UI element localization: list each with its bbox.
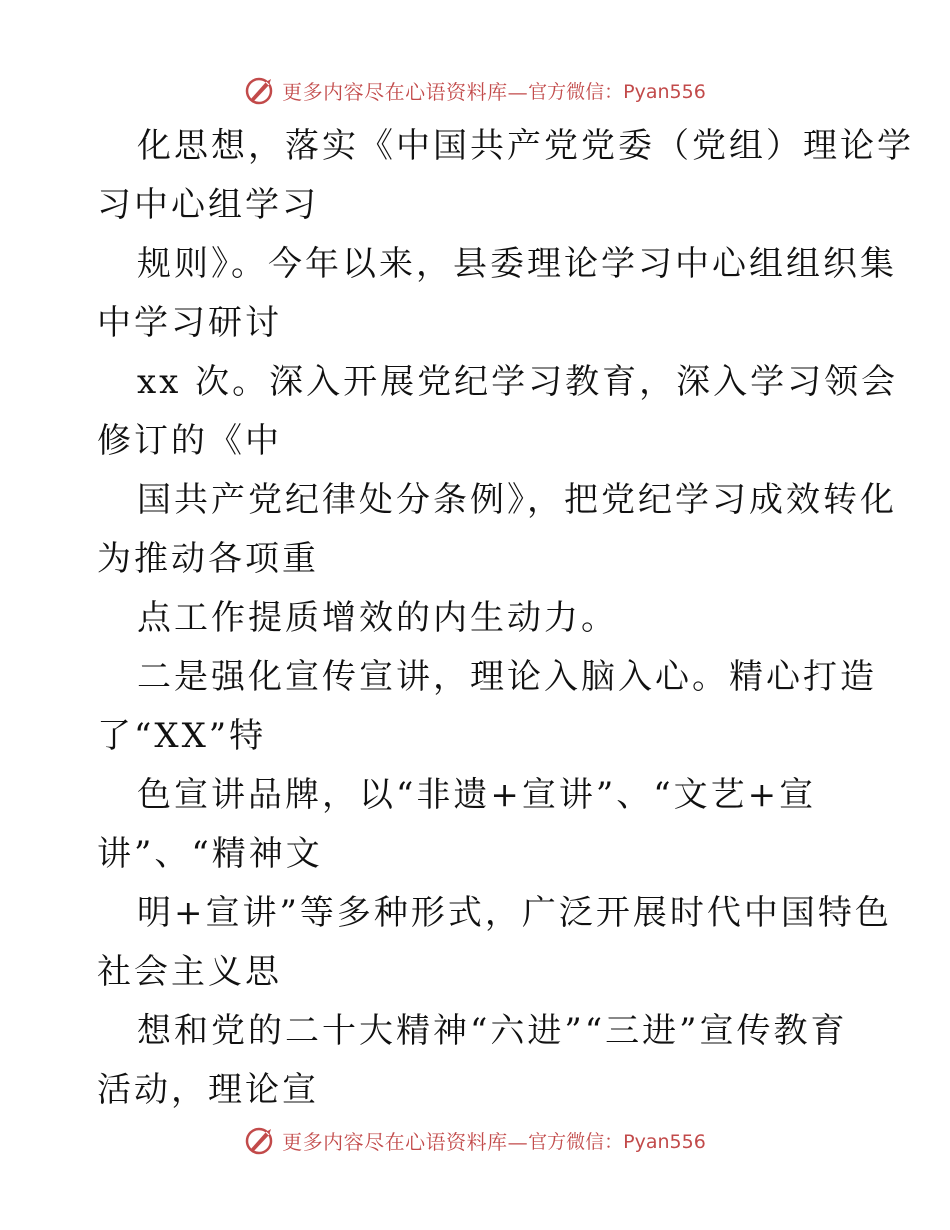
watermark-site-text: 更多内容尽在心语资料库—: [282, 79, 529, 104]
watermark-wechat-text: 官方微信：Pyan556: [528, 1130, 706, 1153]
text-line: 明+宣讲”等多种形式，广泛开展时代中国特色: [137, 893, 892, 933]
text-line: 习中心组学习: [97, 185, 319, 225]
header-watermark: [0, 70, 950, 110]
text-line: 社会主义思: [97, 952, 282, 992]
text-line: xx 次。深入开展党纪学习教育，深入学习领会: [137, 362, 899, 402]
text-line: 修订的《中: [97, 421, 282, 461]
text-line: 规则》。今年以来，县委理论学习中心组组织集: [137, 244, 897, 284]
text-line: 点工作提质增效的内生动力。: [137, 598, 618, 638]
watermark-site-text: 更多内容尽在心语资料库—: [282, 1129, 529, 1154]
text-line: 为推动各项重: [97, 539, 319, 579]
text-line: 讲”、“精神文: [97, 834, 323, 874]
text-line: 国共产党纪律处分条例》，把党纪学习成效转化: [137, 480, 897, 520]
text-line: 色宣讲品牌，以“非遗+宣讲”、“文艺+宣: [137, 775, 817, 815]
text-line: 了“XX”特: [97, 716, 267, 756]
text-line: 活动，理论宣: [97, 1070, 319, 1110]
pen-logo-icon: [244, 1124, 276, 1156]
text-line: 中学习研讨: [97, 303, 282, 343]
footer-watermark: [0, 1120, 950, 1160]
text-line: 二是强化宣传宣讲，理论入脑入心。精心打造: [137, 657, 877, 697]
watermark-wechat-text: 官方微信：Pyan556: [528, 80, 706, 103]
text-line: 化思想，落实《中国共产党党委（党组）理论学: [137, 126, 914, 166]
text-line: 想和党的二十大精神“六进”“三进”宣传教育: [137, 1011, 848, 1051]
pen-logo-icon: [244, 74, 276, 106]
